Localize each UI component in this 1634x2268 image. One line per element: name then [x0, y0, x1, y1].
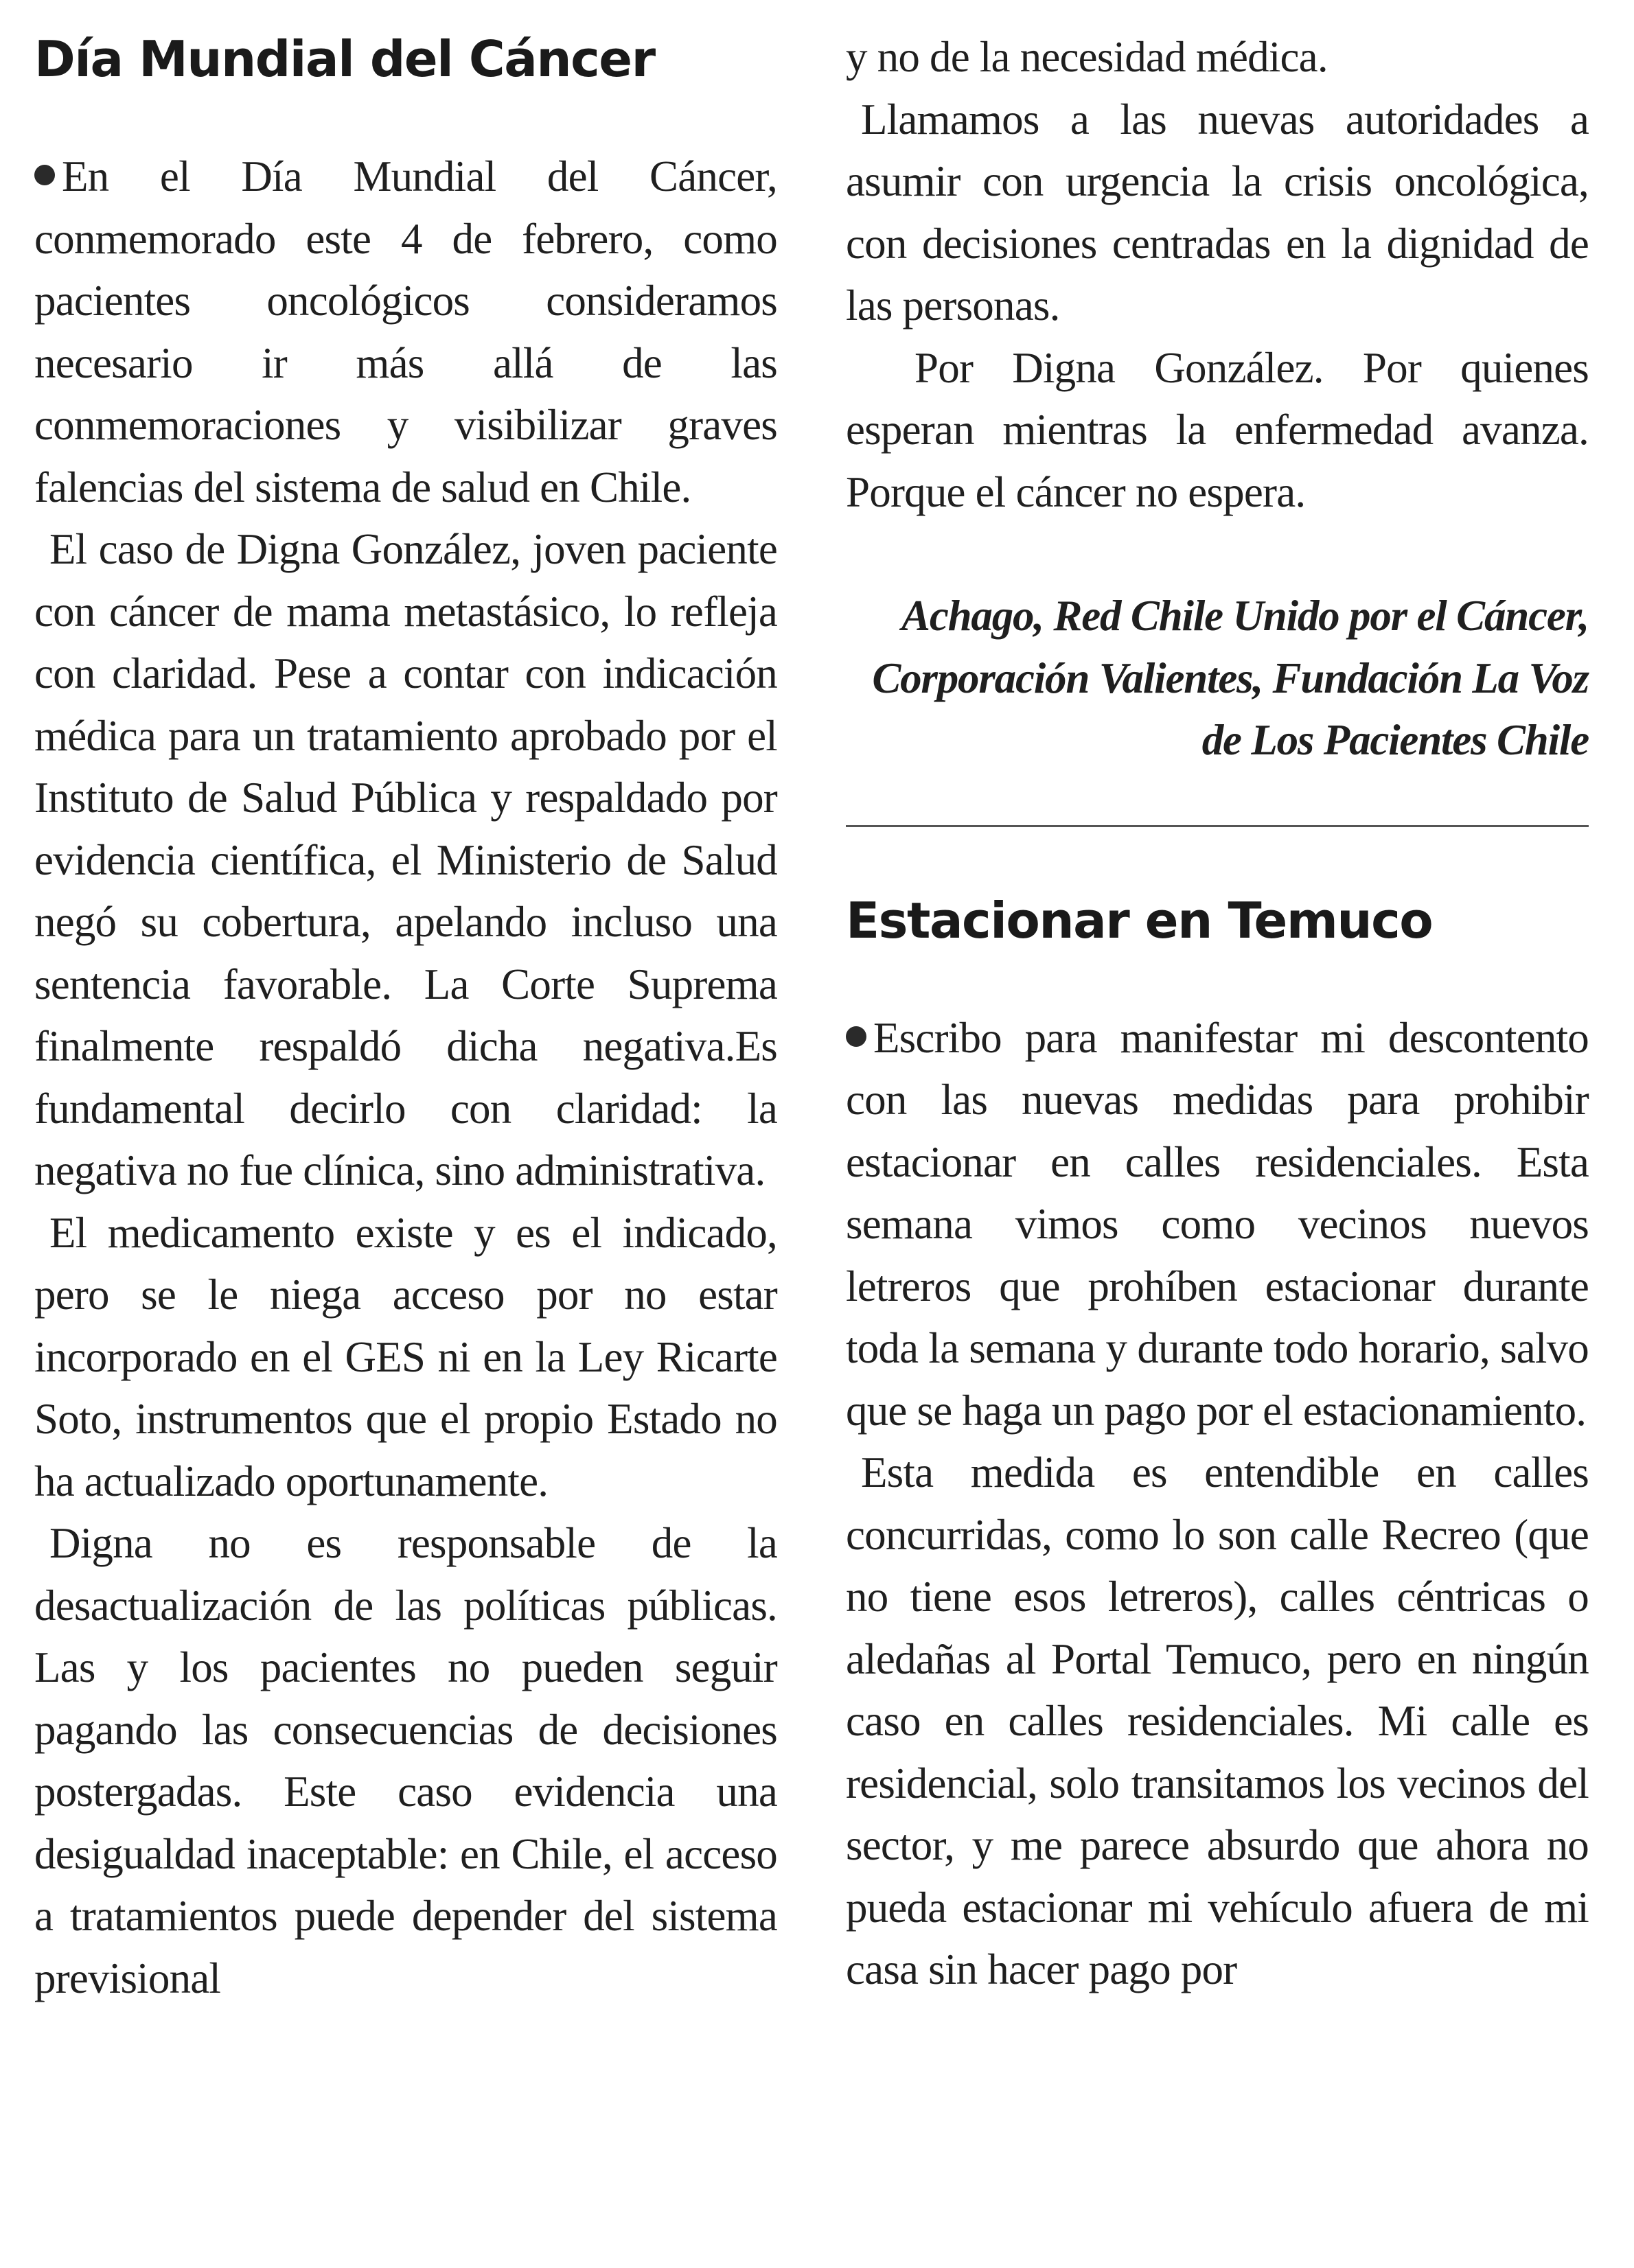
article-paragraph: En el Día Mundial del Cáncer, conmemorado este 4 de febrero, como pacientes oncológicos consideramos necesario ir más allá de las conmemoraciones y visibilizar graves falencias del sistema de salud en Chile.: [34, 152, 777, 511]
article-title-cancer: Día Mundial del Cáncer: [34, 30, 655, 88]
bullet-icon: [34, 165, 55, 185]
article-title-temuco: Estacionar en Temuco: [846, 891, 1433, 949]
article-signature: Achago, Red Chile Unido por el Cáncer, Corporación Valientes, Fundación La Voz de Los Pacientes Chile: [872, 592, 1589, 764]
article-paragraph: El medicamento existe y es el indicado, pero se le niega acceso por no estar incorporado en el GES ni en la Ley Ricarte Soto, instrumentos que el propio Estado no ha actualizado oportunamente.: [34, 1208, 777, 1505]
article-paragraph: Llamamos a las nuevas autoridades a asumir con urgencia la crisis oncológica, con decisiones centradas en la dignidad de las personas.: [846, 95, 1589, 329]
bullet-icon: [846, 1026, 866, 1047]
article-paragraph: Escribo para manifestar mi descontento con las nuevas medidas para prohibir estacionar en calles residenciales. Esta semana vimos como vecinos nuevos letreros que prohíben estacionar durante toda la semana y durante todo horario, salvo que se haga un pago por el estacionamiento.: [846, 1013, 1589, 1435]
article-paragraph: El caso de Digna González, joven paciente con cáncer de mama metastásico, lo refleja con claridad. Pese a contar con indicación médica para un tratamiento aprobado por el Instituto de Salud Pública y respaldado por evidencia científica, el Ministerio de Salud negó su cobertura, apelando incluso una sentencia favorable. La Corte Suprema finalmente respaldó dicha negativa.Es fundamental decirlo con claridad: la negativa no fue clínica, sino administrativa.: [34, 525, 777, 1194]
left-column: [34, 26, 777, 2009]
article-paragraph: Por Digna González. Por quienes esperan mientras la enfermedad avanza. Porque el cáncer no espera.: [846, 343, 1589, 516]
article-paragraph-continued: y no de la necesidad médica.: [846, 33, 1328, 81]
section-divider: [846, 825, 1589, 827]
right-column: [846, 26, 1589, 2001]
article-paragraph: Esta medida es entendible en calles concurridas, como lo son calle Recreo (que no tiene esos letreros), calles céntricas o aledañas al Portal Temuco, pero en ningún caso en calles residenciales. Mi calle es residencial, solo transitamos los vecinos del sector, y me parece absurdo que ahora no pueda estacionar mi vehículo afuera de mi casa sin hacer pago por: [846, 1448, 1589, 1993]
article-paragraph: Digna no es responsable de la desactualización de las políticas públicas. Las y los pacientes no pueden seguir pagando las consecuencias de decisiones postergadas. Este caso evidencia una desigualdad inaceptable: en Chile, el acceso a tratamientos puede depender del sistema previsional: [34, 1519, 777, 2002]
